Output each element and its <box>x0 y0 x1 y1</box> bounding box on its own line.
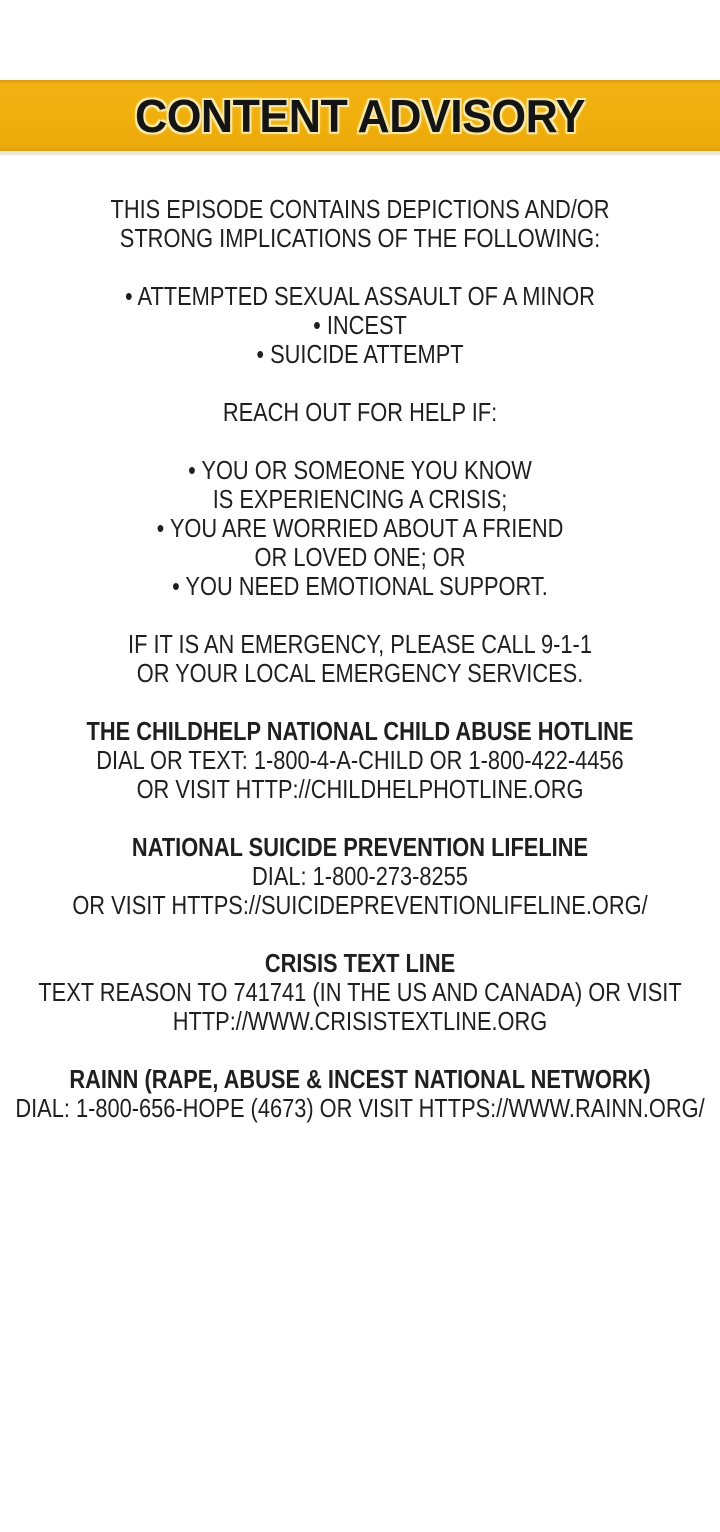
hotline-detail-line: OR VISIT HTTP://CHILDHELPHOTLINE.ORG <box>136 774 584 804</box>
hotline-rainn <box>0 1065 720 1123</box>
hotline-detail-line: TEXT REASON TO 741741 (IN THE US AND CANADA) OR VISIT <box>38 977 682 1007</box>
reach-out-line: IS EXPERIENCING A CRISIS; <box>212 484 508 514</box>
reach-out-line: • YOU ARE WORRIED ABOUT A FRIEND <box>156 513 564 543</box>
intro-line: STRONG IMPLICATIONS OF THE FOLLOWING: <box>119 223 601 253</box>
content-warning-item: • ATTEMPTED SEXUAL ASSAULT OF A MINOR <box>125 281 595 311</box>
hotline-name: NATIONAL SUICIDE PREVENTION LIFELINE <box>131 832 589 862</box>
hotline-detail-line: HTTP://WWW.CRISISTEXTLINE.ORG <box>172 1006 548 1036</box>
reach-out-list <box>0 456 720 601</box>
hotline-detail-line: OR VISIT HTTPS://SUICIDEPREVENTIONLIFELINE.ORG/ <box>72 890 648 920</box>
hotline-detail-line: DIAL: 1-800-656-HOPE (4673) OR VISIT HTTPS://WWW.RAINN.ORG/ <box>15 1093 705 1123</box>
hotline-childhelp <box>0 717 720 804</box>
hotline-name: THE CHILDHELP NATIONAL CHILD ABUSE HOTLINE <box>86 716 634 746</box>
content-advisory-banner <box>0 80 720 151</box>
hotline-suicide-prevention-lifeline <box>0 833 720 920</box>
episode-contains-paragraph <box>0 195 720 253</box>
hotline-crisis-text-line <box>0 949 720 1036</box>
banner-title: CONTENT ADVISORY <box>134 89 586 142</box>
emergency-paragraph <box>0 630 720 688</box>
content-warning-item: • INCEST <box>313 310 407 340</box>
emergency-line: IF IT IS AN EMERGENCY, PLEASE CALL 9-1-1 <box>128 629 592 659</box>
reach-out-line: • YOU NEED EMOTIONAL SUPPORT. <box>172 571 548 601</box>
content-warning-item: • SUICIDE ATTEMPT <box>256 339 464 369</box>
intro-line: THIS EPISODE CONTAINS DEPICTIONS AND/OR <box>110 194 610 224</box>
advisory-text-column <box>0 195 720 1123</box>
content-warning-list <box>0 282 720 369</box>
reach-out-line: OR LOVED ONE; OR <box>254 542 466 572</box>
hotline-detail-line: DIAL OR TEXT: 1-800-4-A-CHILD OR 1-800-422-4456 <box>96 745 624 775</box>
reach-out-line: • YOU OR SOMEONE YOU KNOW <box>188 455 532 485</box>
reach-out-heading-block <box>0 398 720 427</box>
hotline-name: CRISIS TEXT LINE <box>264 948 456 978</box>
reach-out-heading: REACH OUT FOR HELP IF: <box>222 397 498 427</box>
hotline-detail-line: DIAL: 1-800-273-8255 <box>252 861 468 891</box>
emergency-line: OR YOUR LOCAL EMERGENCY SERVICES. <box>136 658 584 688</box>
hotline-name: RAINN (RAPE, ABUSE & INCEST NATIONAL NETWORK) <box>69 1064 651 1094</box>
